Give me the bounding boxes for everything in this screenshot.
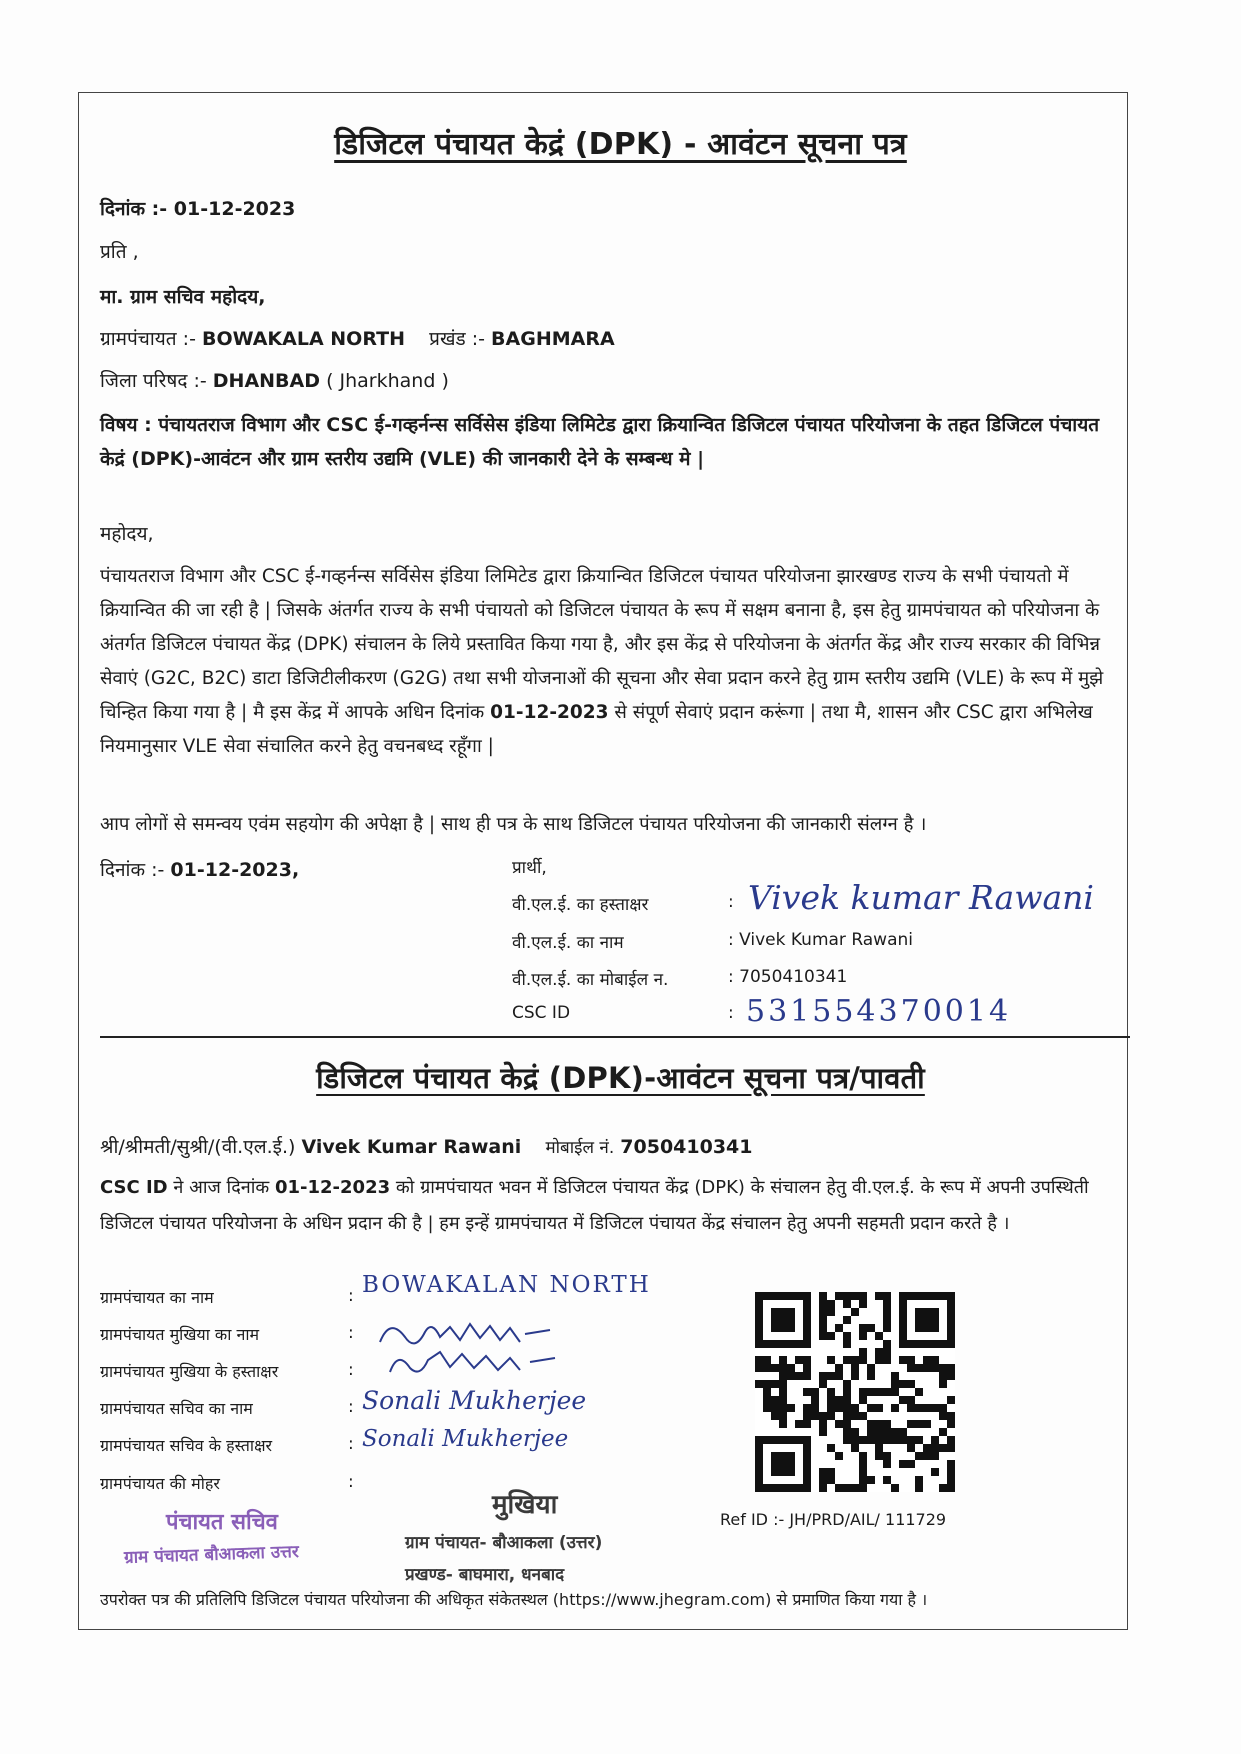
colon: : xyxy=(348,1472,354,1492)
colon: : xyxy=(348,1360,354,1380)
letter-date: दिनांक :- 01-12-2023 xyxy=(100,198,296,220)
district-value: DHANBAD xyxy=(212,370,321,392)
receipt-vle-line: श्री/श्रीमती/सुश्री/(वी.एल.ई.) Vivek Kumar Rawani मोबाईल नं. 7050410341 xyxy=(100,1136,753,1158)
vle-name-label: वी.एल.ई. का नाम xyxy=(512,933,624,953)
vle-mobile: : 7050410341 xyxy=(728,967,848,987)
vle-mobile-label: वी.एल.ई. का मोबाईल न. xyxy=(512,970,669,990)
salutation: महोदय, xyxy=(100,523,154,545)
to-label: प्रति , xyxy=(100,241,139,263)
field-secretary-signature: Sonali Mukherjee xyxy=(362,1426,569,1452)
colon: : xyxy=(348,1286,354,1306)
sign-date: दिनांक :- 01-12-2023, xyxy=(100,859,300,881)
receipt-text: CSC ID ने आज दिनांक 01-12-2023 को ग्रामपंचायत भवन में डिजिटल पंचायत केंद्र (DPK) के संचालन हेतु वी.एल.ई. के रूप में अपनी उपस्थिती डिजिटल पंचायत परियोजना के अधिन प्रदान की है | हम इन्हें ग्रामपंचायत में डिजिटल पंचायत केंद्र संचालन हेतु अपनी सहमती प्रदान करते है । xyxy=(100,1177,1089,1234)
closing-paragraph: आप लोगों से समन्वय एवंम सहयोग की अपेक्षा है | साथ ही पत्र के साथ डिजिटल पंचायत परियोजना की जानकारी संलग्न है । xyxy=(100,814,927,835)
mukhiya-stamp-title: मुखिया xyxy=(492,1490,558,1520)
secretary-stamp-line1: पंचायत सचिव xyxy=(166,1510,278,1535)
district-line: जिला परिषद :- DHANBAD ( Jharkhand ) xyxy=(100,370,449,392)
field-secretary-sign-label: ग्रामपंचायत सचिव के हस्ताक्षर xyxy=(100,1436,273,1455)
body-paragraph: पंचायतराज विभाग और CSC ई-गव्हर्नन्स सर्विसेस इंडिया लिमिटेड द्वारा क्रियान्वित डिजिटल पंचायत परियोजना झारखण्ड राज्य के सभी पंचायतो में क्रियान्वित की जा रही है | जिसके अंतर्गत राज्य के सभी पंचायतो को डिजिटल पंचायत के रूप में सक्षम बनाना है, इस हेतु ग्रामपंचायत को परियोजना के अंतर्गत डिजिटल पंचायत केंद्र (DPK) संचालन के लिये प्रस्तावित किया गया है, और इस केंद्र से परियोजना के अंतर्गत केंद्र और राज्य सरकार की विभिन्न सेवाएं (G2C, B2C) डाटा डिजिटीलीकरण (G2G) तथा सभी योजनाओं की सूचना और सेवा प्रदान करने हेतु ग्राम स्तरीय उद्यमि (VLE) के रूप में मुझे चिन्हित किया गया है | मै इस केंद्र में आपके अधिन दिनांक 01-12-2023 से संपूर्ण सेवाएं प्रदान करूंगा | तथा मै, शासन और CSC द्वारा अभिलेख नियमानुसार VLE सेवा संचालित करने हेतु वचनबध्द रहूँगा | xyxy=(100,566,1104,757)
section-divider xyxy=(100,1036,1130,1038)
csc-id-handwritten: 531554370014 xyxy=(746,994,1012,1029)
field-seal-label: ग्रामपंचायत की मोहर xyxy=(100,1474,220,1493)
colon: : xyxy=(728,892,734,912)
receipt-title: डिजिटल पंचायत केद्रं (DPK)-आवंटन सूचना पत्र/पावती xyxy=(316,1061,925,1095)
qr-code-icon xyxy=(755,1292,955,1492)
ref-id: Ref ID :- JH/PRD/AIL/ 111729 xyxy=(720,1510,947,1529)
csc-id-label: CSC ID xyxy=(512,1003,571,1023)
gp-value: BOWAKALA NORTH xyxy=(201,328,405,350)
colon: : xyxy=(348,1397,354,1417)
vle-sign-label: वी.एल.ई. का हस्ताक्षर xyxy=(512,895,649,915)
applicant-label: प्रार्थी, xyxy=(512,858,547,878)
vle-signature: Vivek kumar Rawani xyxy=(748,878,1094,917)
field-secretary-name-handwritten: Sonali Mukherjee xyxy=(362,1386,587,1415)
letter-title: डिजिटल पंचायत केद्रं (DPK) - आवंटन सूचना पत्र xyxy=(334,127,907,162)
addressee: मा. ग्राम सचिव महोदय, xyxy=(100,286,266,308)
colon: : xyxy=(728,1003,734,1023)
field-secretary-name-label: ग्रामपंचायत सचिव का नाम xyxy=(100,1399,253,1418)
subject: विषय : पंचायतराज विभाग और CSC ई-गव्हर्नन्स सर्विसेस इंडिया लिमिटेड द्वारा क्रियान्वित डिजिटल पंचायत परियोजना के तहत डिजिटल पंचायत केद्रं (DPK)-आवंटन और ग्राम स्तरीय उद्यमि (VLE) की जानकारी देने के सम्बन्ध मे | xyxy=(100,414,1100,470)
vle-name: : Vivek Kumar Rawani xyxy=(728,930,913,950)
field-gp-name-handwritten: BOWAKALAN NORTH xyxy=(362,1272,651,1298)
colon: : xyxy=(348,1434,354,1454)
field-mukhiya-name-label: ग्रामपंचायत मुखिया का नाम xyxy=(100,1325,260,1344)
block-value: BAGHMARA xyxy=(491,328,615,350)
field-mukhiya-sign-label: ग्रामपंचायत मुखिया के हस्ताक्षर xyxy=(100,1362,279,1381)
colon: : xyxy=(348,1323,354,1343)
field-gp-name-label: ग्रामपंचायत का नाम xyxy=(100,1288,214,1307)
mukhiya-stamp-line3: प्रखण्ड- बाघमारा, धनबाद xyxy=(405,1565,565,1585)
mukhiya-stamp-line2: ग्राम पंचायत- बौआकला (उत्तर) xyxy=(405,1533,603,1553)
secretary-stamp-line2: ग्राम पंचायत बौआकला उत्तर xyxy=(123,1541,300,1569)
footer-note: उपरोक्त पत्र की प्रतिलिपि डिजिटल पंचायत परियोजना की अधिकृत संकेतस्थल (https://www.jhegram.com) से प्रमाणित किया गया है । xyxy=(100,1590,928,1609)
mukhiya-signature-icon xyxy=(370,1312,650,1382)
gp-line: ग्रामपंचायत :- BOWAKALA NORTH प्रखंड :- BAGHMARA xyxy=(100,328,615,350)
